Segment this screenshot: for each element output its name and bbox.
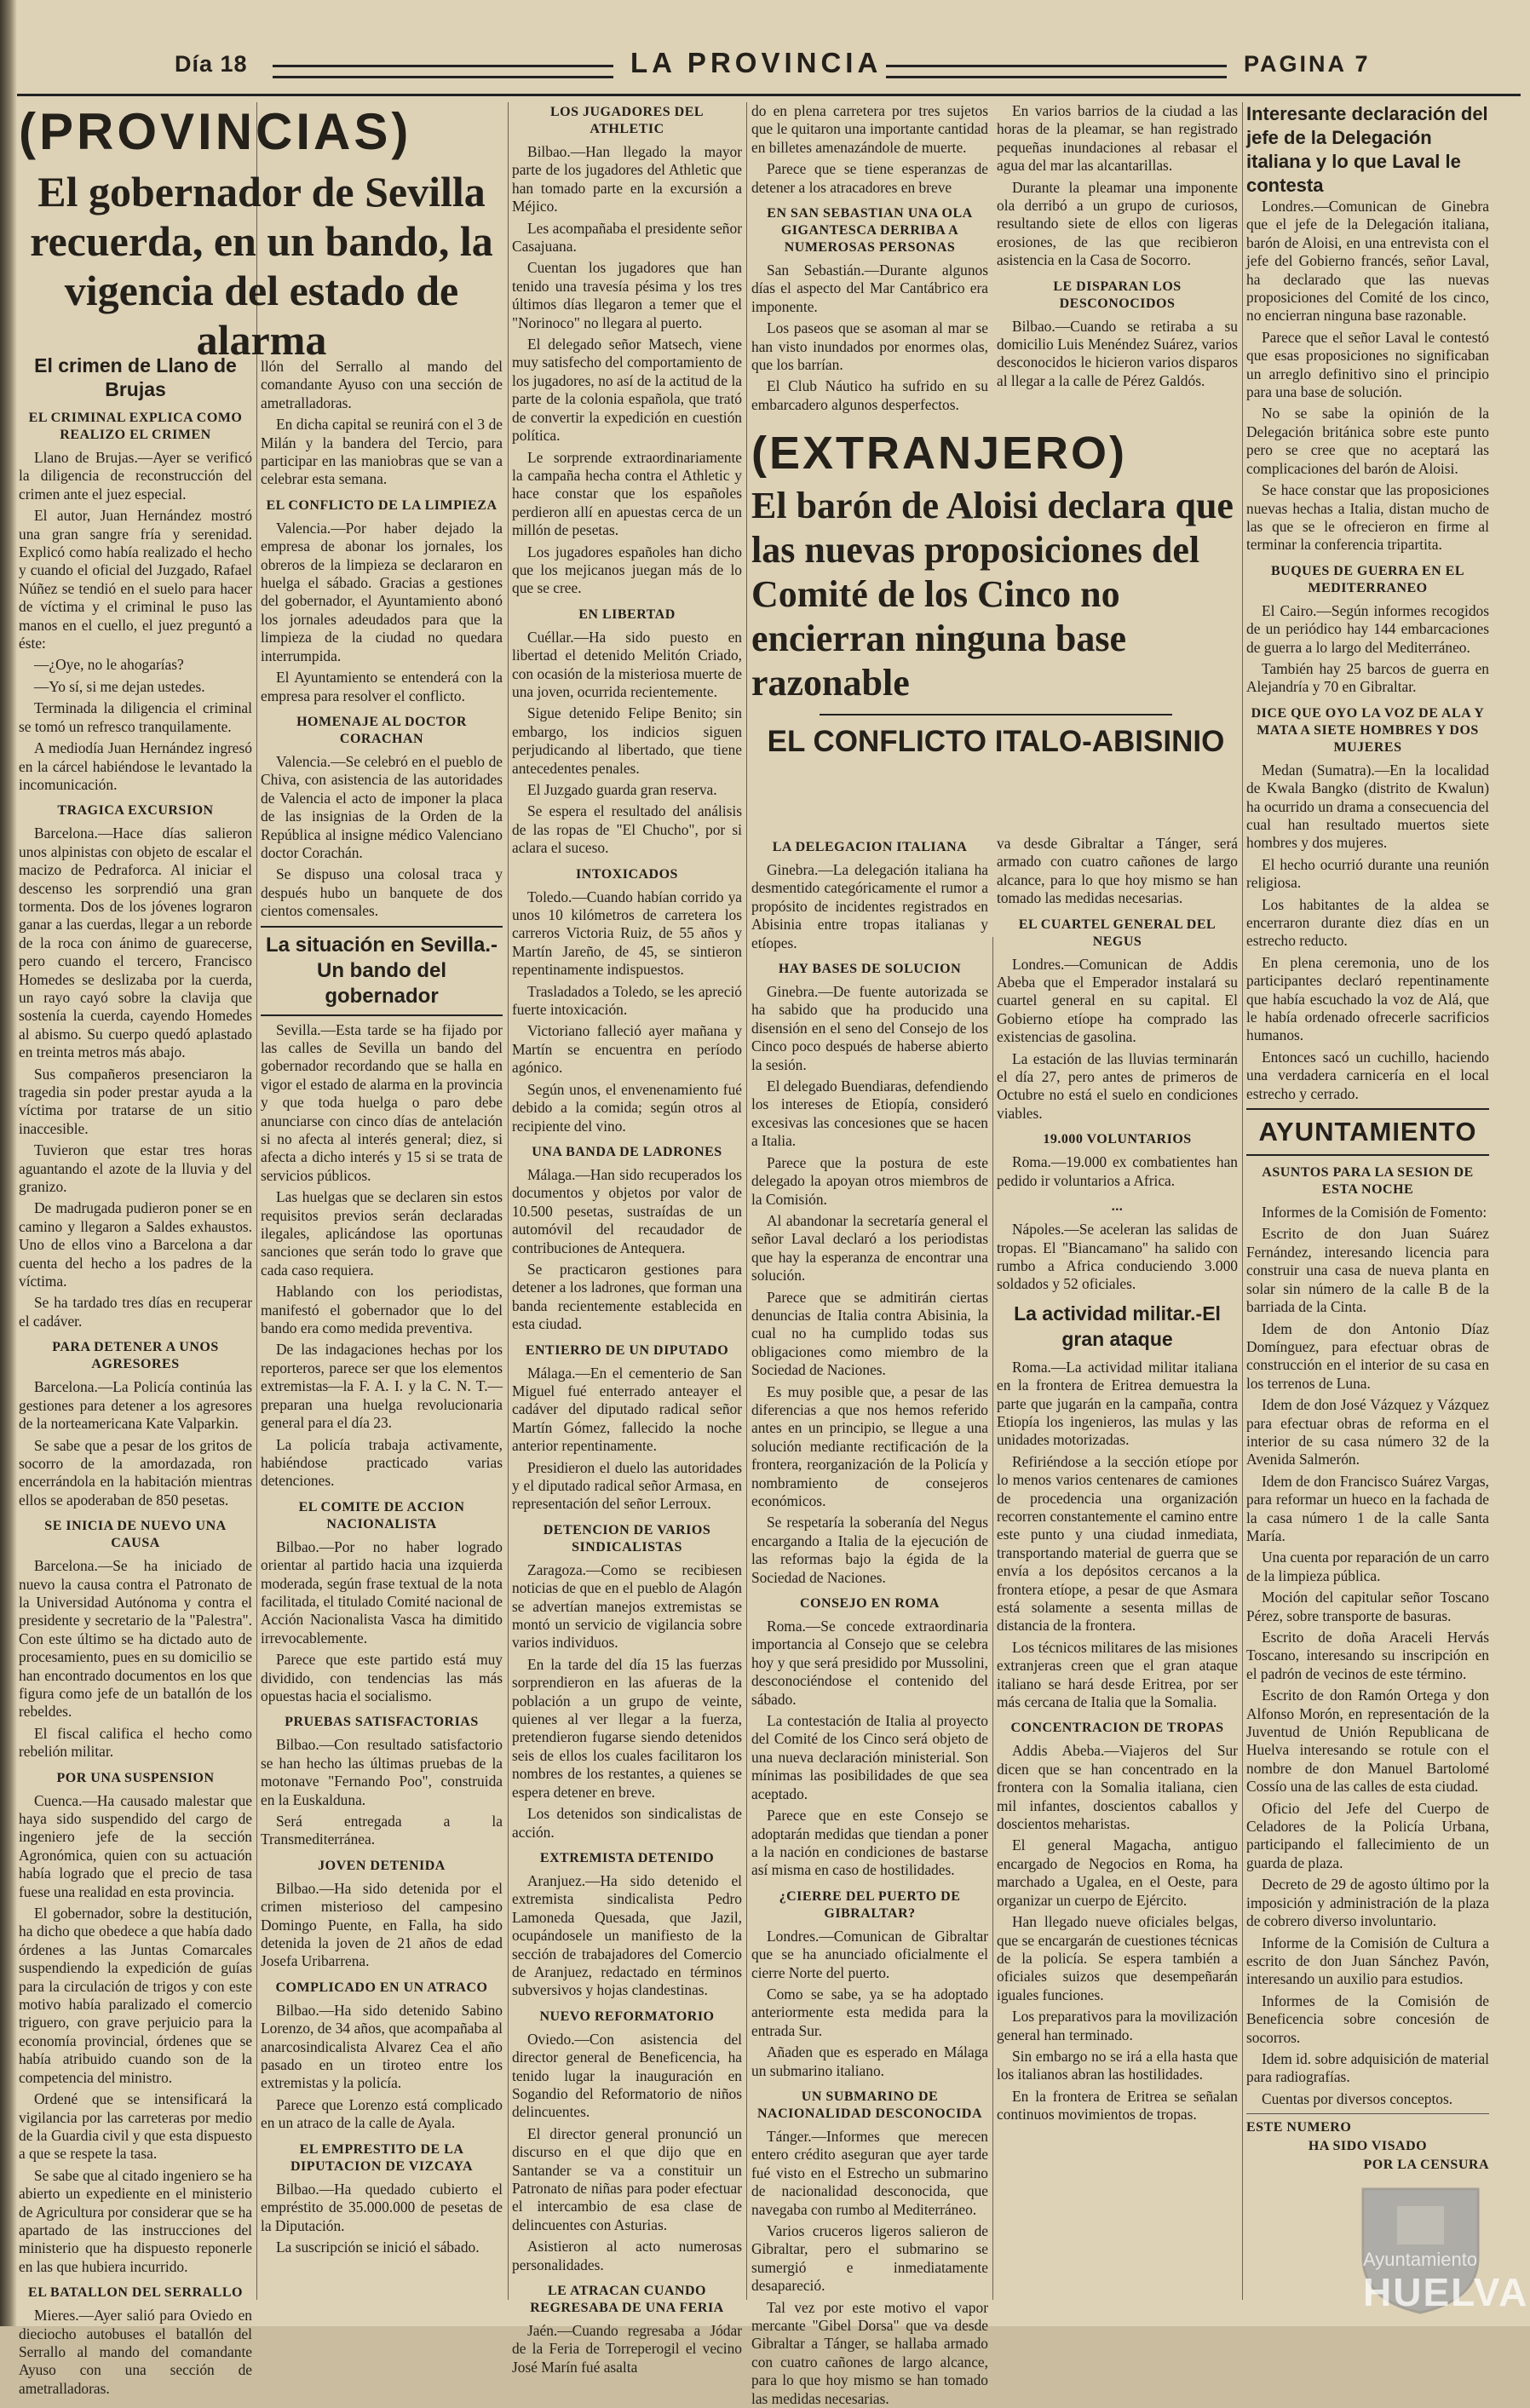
article-paragraph: Londres.—Comunican de Addis Abeba que el Emperador instalará su cuartel general en su capital. El Gobierno etíope ha comprado las existencias de gasolina.	[997, 955, 1238, 1046]
divider	[1246, 1108, 1489, 1110]
article-paragraph: Moción del capitular señor Toscano Pérez, sobre transporte de basuras.	[1246, 1589, 1489, 1624]
article-paragraph: Se respetaría la soberanía del Negus encargando a Italia de la ejecución de las reformas bajo la égida de la Sociedad de Naciones.	[751, 1514, 988, 1586]
column-3	[512, 102, 742, 2376]
article-paragraph: Parece que se tiene esperanzas de detener a los atracadores en breve	[751, 160, 988, 196]
article-paragraph: Zaragoza.—Como se recibiesen noticias de que en el pueblo de Alagón se advertían manejos extremistas se montó un servicio de vigilancia sobre varios individuos.	[512, 1560, 742, 1652]
article-heading: CONCENTRACION DE TROPAS	[1010, 1721, 1224, 1736]
article-paragraph: Ginebra.—De fuente autorizada se ha sabido que ha producido una disensión en el seno del Consejo de los Cinco poco después de haberse abierto la sesión.	[751, 983, 988, 1073]
article-paragraph: Jaén.—Cuando regresaba a Jódar de la Feria de Torreperogil el vecino José Marín fué asalta	[512, 2322, 742, 2376]
article-paragraph: Refiriéndose a la sección etíope por lo menos varios centenares de camiones de procedencia una organización recorren constantemente el camino entre este punto y una ciudad inmediata, transportando material de guerra que se envía a los depósitos cercanos a la frontera etíope, a pesar de que Asmara está solamente a sesenta millas de distancia de la frontera.	[997, 1452, 1238, 1635]
article-paragraph: El Club Náutico ha sufrido en su embarcadero algunos desperfectos.	[751, 377, 988, 413]
article-paragraph: Idem id. sobre adquisición de material para radiografías.	[1246, 2049, 1489, 2086]
article-paragraph: En plena ceremonia, uno de los participantes declaró repentinamente que había escuchado la voz de Alá, que le había ordenado ofrecerle sacrificios humanos.	[1246, 953, 1489, 1044]
binding-shadow	[0, 0, 17, 2326]
article-paragraph: Los paseos que se asoman al mar se han visto inundados por enormes olas, que los barrían.	[751, 319, 988, 374]
article-paragraph: Cuentan los jugadores que han tenido una travesía pésima y los tres últimos días llegaron a temer que el "Norinoco" no llegara al puerto.	[512, 259, 742, 331]
article-paragraph: En la tarde del día 15 las fuerzas sorprendieron en las afueras de la población a un grupo de veinte, quienes al ver llegar a la fuerza, pretendieron fugarse siendo detenidos seis de ellos los cuales facilitaron los nombres de los restantes, a quienes se espera detener en breve.	[512, 1655, 742, 1801]
article-paragraph: Parece que Lorenzo está complicado en un atraco de la calle de Ayala.	[261, 2095, 503, 2132]
article-paragraph: Es muy posible que, a pesar de las diferencias a que nos hemos referido antes en un principio, se llegue a una solución mediante rectificación de la frontera, reorganización de la Policía y nombramiento de consejeros económicos.	[751, 1382, 988, 1509]
article-paragraph: Añaden que es esperado en Málaga un submarino italiano.	[751, 2043, 988, 2079]
article-paragraph: En la frontera de Eritrea se señalan continuos movimientos de tropas.	[997, 2087, 1238, 2124]
article-paragraph: Oviedo.—Con asistencia del director general de Beneficencia, ha tenido lugar la inauguración en Sogandio del Reformatorio de niños delincuentes.	[512, 2030, 742, 2121]
article-paragraph: San Sebastián.—Durante algunos días el aspecto del Mar Cantábrico era imponente.	[751, 261, 988, 315]
article-paragraph: Escrito de doña Araceli Hervás Toscano, interesando su inscripción en el padrón de vecinos de este término.	[1246, 1629, 1489, 1682]
article-paragraph: Bilbao.—Ha quedado cubierto el empréstito de 35.000.000 de pesetas de la Diputación.	[261, 2180, 503, 2234]
article-paragraph: Aranjuez.—Ha sido detenido el extremista sindicalista Pedro Lamoneda Quesada, que Jazil, ocupándosele un manifiesto de la sección de trabajadores del Comercio de Aranjuez, redactado en términos subversivos y hojas clandestinas.	[512, 1871, 742, 1999]
article-paragraph: Tal vez por este motivo el vapor mercante "Gibel Dorsa" que va desde Gibraltar a Tánger, se hallaba armado con cuatro cañones de largo alcance, para lo que hoy mismo se han tomado las medidas necesarias.	[751, 2298, 988, 2407]
article-heading: 19.000 VOLUNTARIOS	[1043, 1132, 1192, 1147]
article-paragraph: En dicha capital se reunirá con el 3 de Milán y la bandera del Tercio, para participar en las maniobras que se van a celebrar esta semana.	[261, 416, 503, 488]
article-paragraph: Victoriano falleció ayer mañana y Martín se encuentra en período agónico.	[512, 1022, 742, 1077]
article-heading: POR UNA SUSPENSION	[56, 1770, 215, 1785]
article-paragraph: De las indagaciones hechas por los reporteros, parece ser que los elementos extremistas—la F. A. I. y la C. N. T.—preparan una huelga revolucionaria general para el día 23.	[261, 1341, 503, 1432]
divider	[1246, 1154, 1489, 1156]
article-paragraph: De madrugada pudieron poner se en camino y llegaron a Saldes exhaustos. Uno de ellos vino a Barcelona a dar cuenta del hecho a los padres de la víctima.	[19, 1199, 252, 1290]
article-paragraph: Varios cruceros ligeros salieron de Gibraltar, pero el submarino se sumergió e inmediatamente desapareció.	[751, 2222, 988, 2295]
article-paragraph: Sevilla.—Esta tarde se ha fijado por las calles de Sevilla un bando del gobernador recordando que se halla en vigor el estado de alarma en la provincia y que toda huelga o paro debe anunciarse con cinco días de antelación si no afecta al interés general; diez, si afecta a dicho interés y 15 si se trata de servicios públicos.	[261, 1020, 503, 1184]
article-paragraph: Bilbao.—Ha sido detenido Sabino Lorenzo, de 34 años, que acompañaba al anarcosindicalista Alvarez Cea el año pasado en un tiroteo entre los extremistas y la policía.	[261, 2001, 503, 2092]
article-paragraph: Asistieron al acto numerosas personalidades.	[512, 2238, 742, 2273]
column-4-top	[751, 102, 988, 426]
article-paragraph: La policía trabaja activamente, habiéndose practicado varias detenciones.	[261, 1435, 503, 1490]
article-paragraph: Entonces sacó un cuchillo, haciendo una verdadera carnicería en el local estrecho y cerrado.	[1246, 1048, 1489, 1102]
article-paragraph: Londres.—Comunican de Gibraltar que se ha anunciado oficialmente el cierre Norte del puerto.	[751, 1927, 988, 1981]
ayuntamiento-title: AYUNTAMIENTO	[1258, 1117, 1477, 1147]
article-heading: ENTIERRO DE UN DIPUTADO	[525, 1342, 729, 1358]
article-paragraph: El Cairo.—Según informes recogidos de un periódico hay 144 embarcaciones de guerra a lo largo del Mediterráneo.	[1246, 601, 1489, 656]
article-heading: EN SAN SEBASTIAN UNA OLA GIGANTESCA DERRIBA A NUMEROSAS PERSONAS	[767, 206, 973, 256]
article-paragraph: Les acompañaba el presidente señor Casajuana.	[512, 219, 742, 256]
article-paragraph: Medan (Sumatra).—En la localidad de Kwala Bangko (distrito de Kwalun) ha ocurrido un drama a consecuencia del cual han resultado muertos siete hombres y dos mujeres.	[1246, 761, 1489, 852]
article-paragraph: Barcelona.—La Policía continúa las gestiones para detener a los agresores de la norteamericana Kate Valparkin.	[19, 1378, 252, 1433]
article-heading: CONSEJO EN ROMA	[800, 1596, 940, 1612]
article-paragraph: El general Magacha, antiguo encargado de Negocios en Roma, ha marchado a Ugalea, en el Oeste, para organizar un cuerpo de Ejército.	[997, 1836, 1238, 1909]
article-paragraph: Sus compañeros presenciaron la tragedia sin poder prestar ayuda a la víctima por tratarse de un sitio inaccesible.	[19, 1065, 252, 1137]
section-title: (PROVINCIAS)	[19, 103, 412, 160]
article-paragraph: Tuvieron que estar tres horas aguantando el azote de la lluvia y del granizo.	[19, 1141, 252, 1196]
article-paragraph: Barcelona.—Hace días salieron unos alpinistas con objeto de escalar el macizo de Pedraforca. Al iniciar el descenso les sorprendió una gran tormenta. Dos de los jóvenes lograron ganar a las cuerdas, llegar a un reborde de la roca con ánimo de guarecerse, pero cuando el tercero, Francisco Homedes se deslizaba por la cuerda, un rayo cayó sobre la clavija que sostenía la cuerda, cayendo Homedes al abismo. Su cuerpo quedó aplastado en treinta metros más abajo.	[19, 825, 252, 1061]
article-paragraph: Cuentas por diversos conceptos.	[1262, 2089, 1453, 2107]
article-heading: DETENCION DE VARIOS SINDICALISTAS	[543, 1522, 711, 1555]
article-heading: TRAGICA EXCURSION	[57, 803, 214, 819]
article-paragraph: Se dispuso una colosal traca y después hubo un banquete de dos cientos comensales.	[261, 865, 503, 920]
article-paragraph: Addis Abeba.—Viajeros del Sur dicen que se han concentrado en la frontera con la Somalia italiana, cien mil infantes, doscientos caballos y doscientos meharistas.	[997, 1742, 1238, 1833]
article-paragraph: Bilbao.—Ha sido detenida por el crimen misterioso del campesino Domingo Puente, en Falla, ha sido detenida la joven de 21 años de edad Josefa Uribarrena.	[261, 1879, 503, 1970]
article-paragraph: Los técnicos militares de las misiones extranjeras creen que el gran ataque italiano se hará desde Eritrea, por ser más cercana de Italia que la Somalia.	[997, 1638, 1238, 1711]
censor-note-line1: ESTE NUMERO	[1246, 2120, 1352, 2135]
column-5-bottom	[997, 835, 1238, 2308]
column-rule	[992, 937, 993, 2300]
divider	[261, 926, 503, 928]
article-paragraph: Escrito de don Ramón Ortega y don Alfonso Morón, en representación de la Juventud de Unión Republicana de Huelva interesando se rotule con el nombre de don Manuel Bartolomé Cossío una de las calles de esta ciudad.	[1246, 1687, 1489, 1796]
article-paragraph: Han llegado nueve oficiales belgas, que se encargarán de cuestiones técnicas de la policía. Se espera también a oficiales suizos que desempeñarán iguales funciones.	[997, 1913, 1238, 2003]
article-paragraph: Ordené que se intensificará la vigilancia por las carreteras por medio de la Guardia civil y que esta dispuesto a que se respete la tasa.	[19, 2090, 252, 2163]
masthead-title: LA PROVINCIA	[630, 47, 883, 78]
article-paragraph: Roma.—19.000 ex combatientes han pedido ir voluntarios a Africa.	[997, 1153, 1238, 1189]
column-rule	[746, 102, 747, 2300]
article-heading: SE INICIA DE NUEVO UNA CAUSA	[44, 1519, 227, 1551]
article-heading: LA DELEGACION ITALIANA	[772, 840, 968, 854]
article-paragraph: Parece que el señor Laval le contestó que esas proposiciones no significaban un arreglo definitivo sino el principio para una base de solución.	[1246, 328, 1489, 401]
article-paragraph: Idem de don Antonio Díaz Domínguez, para efectuar obras de construcción en el interior de su casa en los terrenos de Luna.	[1246, 1319, 1489, 1392]
column-6	[1246, 102, 1489, 2308]
article-headline: La situación en Sevilla.-Un bando del gobernador	[265, 933, 498, 1008]
watermark-line2: HUELVA	[1363, 2270, 1529, 2314]
masthead-rule-right	[886, 65, 1227, 78]
article-paragraph: El delegado Buendiaras, defendiendo los intereses de Etiopía, consideró excesivas las concesiones que se hacen a Italia.	[751, 1078, 988, 1150]
separator-dots: ...	[1111, 1199, 1124, 1215]
article-paragraph: Nápoles.—Se aceleran las salidas de tropas. El "Biancamano" ha salido con rumbo a Africa conduciendo 3.000 soldados y 52 oficiales.	[997, 1221, 1238, 1293]
article-paragraph: El Juzgado guarda gran reserva.	[527, 781, 717, 798]
masthead-underline	[17, 94, 1521, 96]
article-paragraph: Valencia.—Se celebró en el pueblo de Chiva, con asistencia de las autoridades de Valencia el acto de imponer la placa de las insignias de la Orden de la República al insigne médico Valenciano doctor Corachán.	[261, 752, 503, 861]
article-heading: EL CUARTEL GENERAL DEL NEGUS	[1018, 917, 1217, 949]
main-headline: El gobernador de Sevilla recuerda, en un bando, la vigencia del estado de alarma	[30, 168, 493, 364]
article-paragraph: El gobernador, sobre la destitución, ha dicho que obedece a que había dado órdenes a las Juntas Comarcales suspendiendo la expedición de guías para la circulación de trigos y con este motivo había paralizado el comercio triguero, con grave perjuicio para la economía provincial, órdenes que se había atribuido cuando son de la competencia del ministro.	[19, 1905, 252, 2086]
article-paragraph: Toledo.—Cuando habían corrido ya unos 10 kilómetros de carretera los carreros Victoria Ruiz, de 55 años y Martín Jareño, de 45, se sintieron repentinamente indispuestos.	[512, 888, 742, 979]
article-paragraph: Mieres.—Ayer salió para Oviedo en dieciocho autobuses el batallón del Serrallo al mando del comandante Ayuso con una sección de ametralladoras.	[19, 2307, 252, 2397]
article-paragraph: Sigue detenido Felipe Benito; sin embargo, los indicios siguen perjudicando al libertado, que tiene antecedentes penales.	[512, 704, 742, 777]
article-paragraph: La estación de las lluvias terminarán el día 27, pero antes de primeros de Octubre no está el suelo en condiciones viables.	[997, 1049, 1238, 1122]
article-paragraph: va desde Gibraltar a Tánger, será armado con cuatro cañones de largo alcance, para lo que hoy mismo se han tomado las medidas necesarias.	[997, 835, 1238, 907]
section-title: (EXTRANJERO)	[751, 428, 1128, 479]
article-paragraph: Parece que la postura de este delegado la apoyan otros miembros de la Comisión.	[751, 1153, 988, 1208]
column-2	[261, 358, 503, 2308]
article-paragraph: El hecho ocurrió durante una reunión religiosa.	[1246, 855, 1489, 892]
watermark-line1: Ayuntamiento	[1363, 2249, 1478, 2270]
article-paragraph: Málaga.—Han sido recuperados los documentos y objetos por valor de 10.500 pesetas, sustraídas de un automóvil del recaudador de contribuciones de Antequera.	[512, 1165, 742, 1256]
main-headline: El barón de Aloisi declara que las nuevas proposiciones del Comité de los Cinco no encierran ninguna base razonable	[751, 485, 1234, 704]
article-paragraph: Idem de don José Vázquez y Vázquez para efectuar obras de reforma en el interior de su casa número 32 de la Avenida Salmerón.	[1246, 1396, 1489, 1468]
masthead-rule-left	[273, 65, 613, 78]
article-paragraph: Se hace constar que las proposiciones nuevas hechas a Italia, distan mucho de las que se le ofrecieron en firme al terminar la conferencia tripartita.	[1246, 481, 1489, 554]
article-paragraph: A mediodía Juan Hernández ingresó en la cárcel habiéndose le levantado la incomunicación.	[19, 739, 252, 793]
subheadline: El crimen de Llano de Brujas	[34, 354, 237, 400]
column-1	[19, 353, 252, 2397]
article-heading: NUEVO REFORMATORIO	[539, 2009, 715, 2024]
article-paragraph: Oficio del Jefe del Cuerpo de Celadores de la Policía Urbana, participando el fallecimiento de un guarda de plaza.	[1246, 1799, 1489, 1871]
article-paragraph: Informes de la Comisión de Beneficencia sobre concesión de socorros.	[1246, 1991, 1489, 2046]
article-paragraph: Roma.—Se concede extraordinaria importancia al Consejo que se celebra hoy y que será presidido por Mussolini, desconociéndose el contenido del sábado.	[751, 1618, 988, 1708]
article-heading: LE DISPARAN LOS DESCONOCIDOS	[1053, 279, 1182, 311]
article-paragraph: Se ha tardado tres días en recuperar el cadáver.	[19, 1294, 252, 1330]
article-heading: EL BATALLON DEL SERRALLO	[28, 2285, 243, 2301]
article-heading: EN LIBERTAD	[578, 606, 676, 622]
article-paragraph: Valencia.—Por haber dejado la empresa de abonar los jornales, los obreros de la limpieza se declararon en huelga el sábado. Gracias a gestiones del gobernador, el Ayuntamiento abonó los jornales adeudados para que la limpieza de la ciudad no quedara interrumpida.	[261, 519, 503, 664]
censor-note-line3: POR LA CENSURA	[1363, 2158, 1489, 2173]
article-paragraph: Bilbao.—Con resultado satisfactorio se han hecho las últimas pruebas de la motonave "Fernando Poo", construida en la Euskalduna.	[261, 1736, 503, 1808]
masthead	[17, 43, 1525, 94]
article-paragraph: Los preparativos para la movilización general han terminado.	[997, 2008, 1238, 2043]
column-rule	[256, 102, 257, 2300]
article-heading: JOVEN DETENIDA	[318, 1858, 446, 1873]
article-paragraph: Sin embargo no se irá a ella hasta que los italianos abran las hostilidades.	[997, 2047, 1238, 2083]
article-heading: EL CONFLICTO DE LA LIMPIEZA	[266, 497, 498, 513]
column-5-top	[997, 102, 1238, 426]
article-heading: DICE QUE OYO LA VOZ DE ALA Y MATA A SIETE HOMBRES Y DOS MUJERES	[1251, 705, 1485, 755]
article-heading: HOMENAJE AL DOCTOR CORACHAN	[296, 714, 467, 746]
article-paragraph: El delegado señor Matsech, viene muy satisfecho del comportamiento de los jugadores, no así de la actitud de la parte de la colonia española, que trató de convertir la expedición en cuestión política.	[512, 336, 742, 445]
article-heading: PARA DETENER A UNOS AGRESORES	[52, 1340, 219, 1372]
article-paragraph: Informe de la Comisión de Cultura a escrito de don Juan Sánchez Pavón, interesando un auxilio para estudios.	[1246, 1934, 1489, 1988]
article-paragraph: Cuenca.—Ha causado malestar que haya sido suspendido del cargo de ingeniero jefe de la sección Agronómica, quien con su actuación había logrado que el precio de tasa fuese una realidad en esta provincia.	[19, 1791, 252, 1900]
article-paragraph: Los habitantes de la aldea se encerraron durante diez días en un estrecho reducto.	[1246, 895, 1489, 950]
article-paragraph: Informes de la Comisión de Fomento:	[1262, 1204, 1487, 1221]
column-rule	[508, 102, 509, 2300]
article-paragraph: Se sabe que a pesar de los gritos de socorro de la amordazada, ron encerrándola en la habitación mientras ellos se apoderaban de 850 pesetas.	[19, 1436, 252, 1509]
divider	[820, 714, 1172, 716]
article-heading: LOS JUGADORES DEL ATHLETIC	[549, 105, 705, 136]
article-paragraph: Ginebra.—La delegación italiana ha desmentido categóricamente el rumor a propósito de incidentes registrados en Abisinia entre tropas italianas y etíopes.	[751, 861, 988, 951]
article-paragraph: Llano de Brujas.—Ayer se verificó la diligencia de reconstrucción del crimen ante el juez especial.	[19, 449, 252, 503]
article-paragraph: Según unos, el envenenamiento fué debido a la comida; según otros al recipiente del vino.	[512, 1080, 742, 1135]
article-paragraph: Se espera el resultado del análisis de las ropas de "El Chucho", por si aclara el suceso.	[512, 802, 742, 857]
article-paragraph: Durante la pleamar una imponente ola derribó a un grupo de curiosos, resultando siete de ellos con ligeras erosiones, de las que recibieron asistencia en la Casa de Socorro.	[997, 178, 1238, 269]
column-4-bottom	[751, 830, 988, 2407]
divider	[261, 1014, 503, 1016]
article-heading: LE ATRACAN CUANDO REGRESABA DE UNA FERIA	[530, 2284, 724, 2316]
article-paragraph: Parece que este partido está muy dividido, con tendencias las más opuestas hacia el socialismo.	[261, 1651, 503, 1704]
article-heading: INTOXICADOS	[576, 866, 678, 882]
article-paragraph: El Ayuntamiento se entenderá con la empresa para resolver el conflicto.	[261, 669, 503, 704]
article-paragraph: Le sorprende extraordinariamente la campaña hecha contra el Athletic y hace constar que los españoles perdieron allí en apuestas cerca de un millón de pesetas.	[512, 448, 742, 539]
article-paragraph: Presidieron el duelo las autoridades y el diputado radical señor Armasa, en representación del señor Lerroux.	[512, 1458, 742, 1513]
article-paragraph: Se practicaron gestiones para detener a los ladrones, que forman una banda recientemente establecida en esta ciudad.	[512, 1260, 742, 1333]
article-paragraph: —Yo sí, si me dejan ustedes.	[34, 677, 205, 695]
article-heading: EXTREMISTA DETENIDO	[539, 1850, 715, 1865]
article-headline: Interesante declaración del jefe de la Delegación italiana y lo que Laval le contesta	[1246, 103, 1488, 196]
article-heading: ¿CIERRE DEL PUERTO DE GIBRALTAR?	[779, 1888, 961, 1921]
article-paragraph: Bilbao.—Cuando se retiraba a su domicilio Luis Menéndez Suárez, varios desconocidos le hicieron varios disparos al llegar a la calle de Pérez Galdós.	[997, 317, 1238, 389]
article-paragraph: Barcelona.—Se ha iniciado de nuevo la causa contra el Patronato de la Universidad Autónoma y contra el presidente y secretario de la "Palestra". Con este último se ha dictado auto de procesamiento, pues en su domicilio se han encontrado documentos en los que figura como jefe de un batallón de los rebeldes.	[19, 1557, 252, 1721]
article-paragraph: Hablando con los periodistas, manifestó el gobernador que lo del bando era como medida preventiva.	[261, 1283, 503, 1337]
conflict-title: EL CONFLICTO ITALO-ABISINIO	[767, 725, 1225, 758]
article-paragraph: Parece que se admitirán ciertas denuncias de Italia contra Abisinia, la cual no ha cumplido todas sus obligaciones como miembro de la Sociedad de Naciones.	[751, 1288, 988, 1379]
article-paragraph: Londres.—Comunican de Ginebra que el jefe de la Delegación italiana, barón de Aloisi, en una entrevista con el jefe del Gobierno francés, señor Laval, ha declarado que las nuevas proposiciones del Comité de los cinco, no encierran ninguna base razonable.	[1246, 198, 1489, 325]
article-heading: EL CRIMINAL EXPLICA COMO REALIZO EL CRIMEN	[28, 411, 243, 442]
article-heading: UNA BANDA DE LADRONES	[532, 1144, 722, 1159]
article-paragraph: Idem de don Francisco Suárez Vargas, para reformar un hueco en la fachada de la casa número 1 de la calle Santa María.	[1246, 1472, 1489, 1544]
article-paragraph: También hay 25 barcos de guerra en Alejandría y 70 en Gibraltar.	[1246, 659, 1489, 696]
article-paragraph: Málaga.—En el cementerio de San Miguel fué enterrado anteayer el cadáver del diputado radical señor Martín Gómez, fallecido la noche anterior repentinamente.	[512, 1364, 742, 1455]
article-headline: La actividad militar.-El gran ataque	[1014, 1302, 1221, 1350]
column-rule	[1242, 102, 1243, 2300]
divider	[1246, 2113, 1489, 2114]
extranjero-header	[751, 426, 1240, 835]
article-heading: ASUNTOS PARA LA SESION DE ESTA NOCHE	[1262, 1165, 1474, 1198]
article-paragraph: Escrito de don Juan Suárez Fernández, interesando licencia para construir una casa de nueva planta en solar sin número de la calle B de la barriada de la Cinta.	[1246, 1225, 1489, 1316]
article-heading: COMPLICADO EN UN ATRACO	[275, 1980, 488, 1995]
article-paragraph: Los jugadores españoles han dicho que los mejicanos juegan más de lo que se cree.	[512, 543, 742, 597]
article-paragraph: Una cuenta por reparación de un carro de la limpieza pública.	[1246, 1549, 1489, 1584]
censor-note-line2: HA SIDO VISADO	[1308, 2139, 1428, 2154]
article-paragraph: La suscripción se inició el sábado.	[276, 2238, 480, 2256]
article-paragraph: Los detenidos son sindicalistas de acción.	[512, 1805, 742, 1841]
masthead-day: Día 18	[175, 51, 248, 77]
article-paragraph: Al abandonar la secretaría general el señor Laval declaró a los periodistas que hay la esperanza de encontrar una solución.	[751, 1211, 988, 1284]
article-paragraph: Trasladados a Toledo, se les apreció fuerte intoxicación.	[512, 982, 742, 1019]
article-paragraph: Las huelgas que se declaren sin estos requisitos previos serán declaradas ilegales, aplicándose las oportunas sanciones que serán todo lo grave que cada caso requiera.	[261, 1188, 503, 1279]
article-paragraph: El fiscal califica el hecho como rebelión militar.	[19, 1724, 252, 1761]
article-paragraph: La contestación de Italia al proyecto del Comité de los Cinco será objeto de una nueva declaración ministerial. Son mínimas las posibilidades de que sea aceptado.	[751, 1712, 988, 1802]
article-paragraph: Bilbao.—Han llegado la mayor parte de los jugadores del Athletic que han tomado parte en la excursión a Méjico.	[512, 143, 742, 216]
article-paragraph: Roma.—La actividad militar italiana en la frontera de Eritrea demuestra la parte que jugarán en la campaña, contra Etiopía los ingenieros, las mulas y las unidades motorizadas.	[997, 1358, 1238, 1449]
article-heading: HAY BASES DE SOLUCION	[778, 962, 962, 977]
article-paragraph: Decreto de 29 de agosto último por la imposición y administración de la plaza de cobrero diverso involuntario.	[1246, 1876, 1489, 1930]
article-paragraph: Parece que en este Consejo se adoptarán medidas que tiendan a poner a la nación en condiciones de bastarse así misma en caso de hostilidades.	[751, 1807, 988, 1879]
article-heading: BUQUES DE GUERRA EN EL MEDITERRANEO	[1270, 563, 1465, 595]
article-paragraph: do en plena carretera por tres sujetos que le quitaron una importante cantidad en billetes amenazándole de muerte.	[751, 102, 988, 156]
article-paragraph: Cuéllar.—Ha sido puesto en libertad el detenido Melitón Criado, con ocasión de la misteriosa muerte de una joven, ocurrida recientemente.	[512, 628, 742, 700]
article-paragraph: Se sabe que al citado ingeniero se ha abierto un expediente en el ministerio de Agricultura por considerar que se ha apartado de las instrucciones del ministerio que ha dispuesto reponerle en las que hubiera incurrido.	[19, 2166, 252, 2275]
article-paragraph: llón del Serrallo al mando del comandante Ayuso con una sección de ametralladoras.	[261, 358, 503, 411]
article-heading: EL COMITE DE ACCION NACIONALISTA	[298, 1499, 465, 1532]
article-paragraph: Será entregada a la Transmediterránea.	[261, 1813, 503, 1848]
article-paragraph: —¿Oye, no le ahogarías?	[34, 656, 184, 674]
article-heading: UN SUBMARINO DE NACIONALIDAD DESCONOCIDA	[756, 2089, 983, 2121]
article-paragraph: Tánger.—Informes que merecen entero crédito aseguran que ayer tarde fué visto en el Estrecho un submarino de nacionalidad desconocida, que navegaba con rumbo al Mediterráneo.	[751, 2127, 988, 2218]
provincias-header	[19, 102, 504, 364]
article-heading: PRUEBAS SATISFACTORIAS	[285, 1715, 479, 1730]
masthead-page: PAGINA 7	[1244, 51, 1371, 77]
article-paragraph: En varios barrios de la ciudad a las horas de la pleamar, se han registrado pequeñas inundaciones al rebasar el agua del mar las alcantarillas.	[997, 102, 1238, 175]
article-paragraph: El director general pronunció un discurso en el que dijo que en Santander se va a constituir un Patronato de niñas para poder efectuar el intercambio de esa clase de delincuentes con Asturias.	[512, 2124, 742, 2233]
article-paragraph: Terminada la diligencia el criminal se tomó un refresco tranquilamente.	[19, 699, 252, 735]
article-paragraph: No se sabe la opinión de la Delegación británica sobre este punto pero se cree que no aceptará las complicaciones del barón de Aloisi.	[1246, 405, 1489, 477]
article-paragraph: El autor, Juan Hernández mostró una gran sangre fría y serenidad. Explicó como había realizado el hecho y cuando el oficial del Juzgado, Rafael Núñez se tendió en el suelo para hacer de víctima y el criminal le puso las manos en el cuello, el juez preguntó a éste:	[19, 507, 252, 652]
article-heading: EL EMPRESTITO DE LA DIPUTACION DE VIZCAYA	[290, 2141, 474, 2174]
article-paragraph: Bilbao.—Por no haber logrado orientar al partido hacia una izquierda moderada, según frase textual de la nota facilitada, el titulado Comité nacional de Acción Nacionalista Vasca ha dimitido irrevocablemente.	[261, 1537, 503, 1647]
article-paragraph: Como se sabe, ya se ha adoptado anteriormente esta medida para la entrada Sur.	[751, 1985, 988, 2039]
